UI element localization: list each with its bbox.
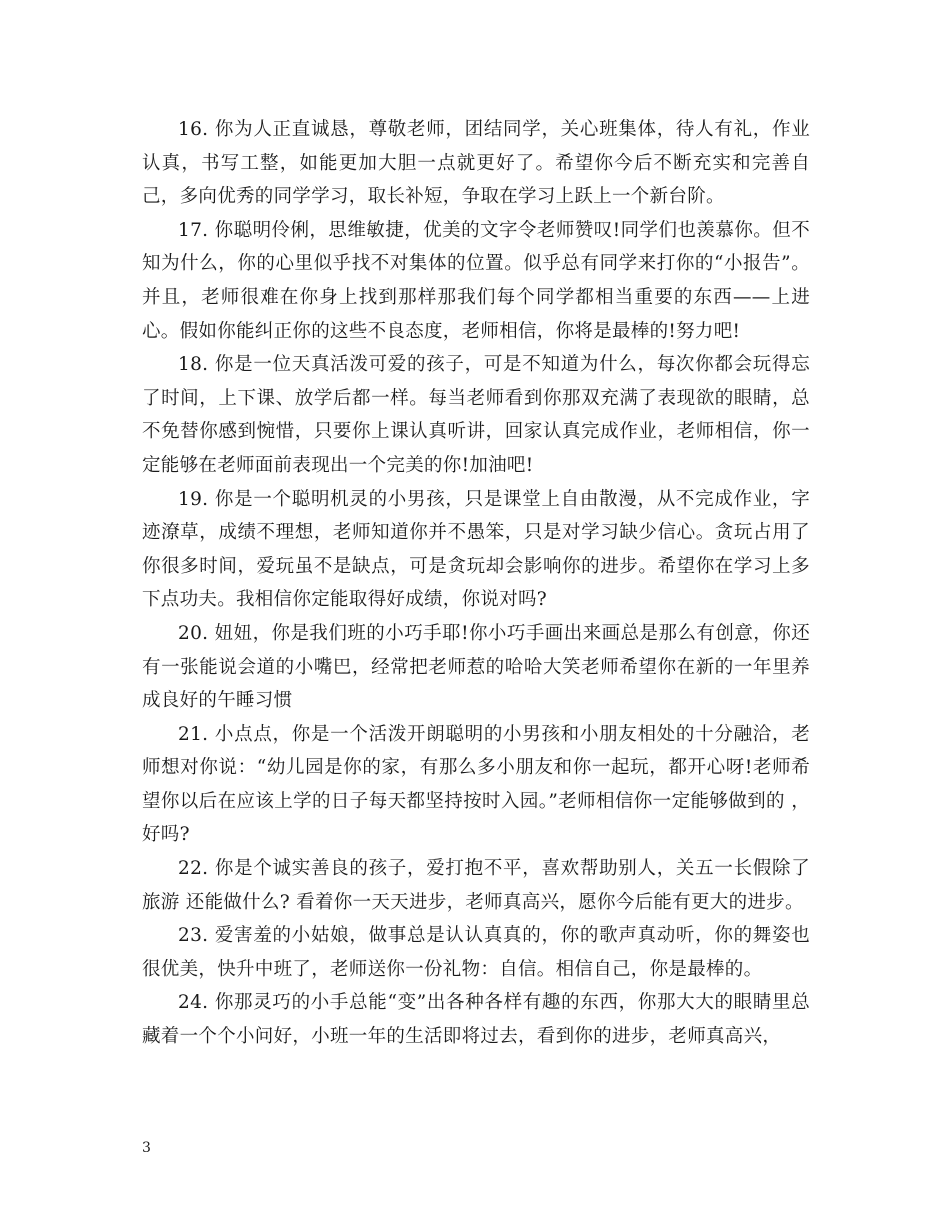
comment-paragraph-16: 16. 你为人正直诚恳，尊敬老师，团结同学，关心班集体，待人有礼，作业认真，书写工整，如能更加大胆一点就更好了。希望你今后不断充实和完善自己，多向优秀的同学学习，取长补短，争取在学习上跃上一个新台阶。 (142, 119, 810, 208)
comment-paragraph-24: 24. 你那灵巧的小手总能“变”出各种各样有趣的东西，你那大大的眼睛里总藏着一个个小问好，小班一年的生活即将过去，看到你的进步，老师真高兴， (142, 992, 810, 1048)
comment-paragraph-17: 17. 你聪明伶俐，思维敏捷，优美的文字令老师赞叹!同学们也羡慕你。但不知为什么，你的心里似乎找不对集体的位置。似乎总有同学来打你的“小报告”。并且，老师很难在你身上找到那样那我们每个同学都相当重要的东西——上进心。假如你能纠正你的这些不良态度，老师相信，你将是最棒的!努力吧! (142, 219, 810, 342)
comment-paragraph-20: 20. 妞妞，你是我们班的小巧手耶!你小巧手画出来画总是那么有创意，你还有一张能说会道的小嘴巴，经常把老师惹的哈哈大笑老师希望你在新的一年里养成良好的午睡习惯 (142, 622, 810, 712)
comment-paragraph-22: 22. 你是个诚实善良的孩子，爱打抱不平，喜欢帮助别人，关五一长假除了旅游 还能做什么? 看着你一天天进步，老师真高兴，愿你今后能有更大的进步。 (142, 858, 810, 913)
page-number: 3 (142, 1140, 151, 1156)
comment-paragraph-23: 23. 爱害羞的小姑娘，做事总是认认真真的，你的歌声真动听，你的舞姿也很优美，快升中班了，老师送你一份礼物：自信。相信自己，你是最棒的。 (142, 925, 810, 980)
page-body (142, 113, 810, 1054)
comment-paragraph-18: 18. 你是一位天真活泼可爱的孩子，可是不知道为什么，每次你都会玩得忘了时间，上下课、放学后都一样。每当老师看到你那双充满了表现欲的眼睛，总不免替你感到惋惜，只要你上课认真听讲，回家认真完成作业，老师相信，你一定能够在老师面前表现出一个完美的你!加油吧! (142, 354, 810, 476)
comment-paragraph-21: 21. 小点点，你是一个活泼开朗聪明的小男孩和小朋友相处的十分融洽，老师想对你说：“幼儿园是你的家，有那么多小朋友和你一起玩，都开心呀!老师希望你以后在应该上学的日子每天都坚持按时入园。”老师相信你一定能够做到的 ，好吗? (142, 723, 810, 846)
comment-paragraph-19: 19. 你是一个聪明机灵的小男孩，只是课堂上自由散漫，从不完成作业，字迹潦草，成绩不理想，老师知道你并不愚笨，只是对学习缺少信心。贪玩占用了你很多时间，爱玩虽不是缺点，可是贪玩却会影响你的进步。希望你在学习上多下点功夫。我相信你定能取得好成绩，你说对吗? (142, 488, 810, 611)
